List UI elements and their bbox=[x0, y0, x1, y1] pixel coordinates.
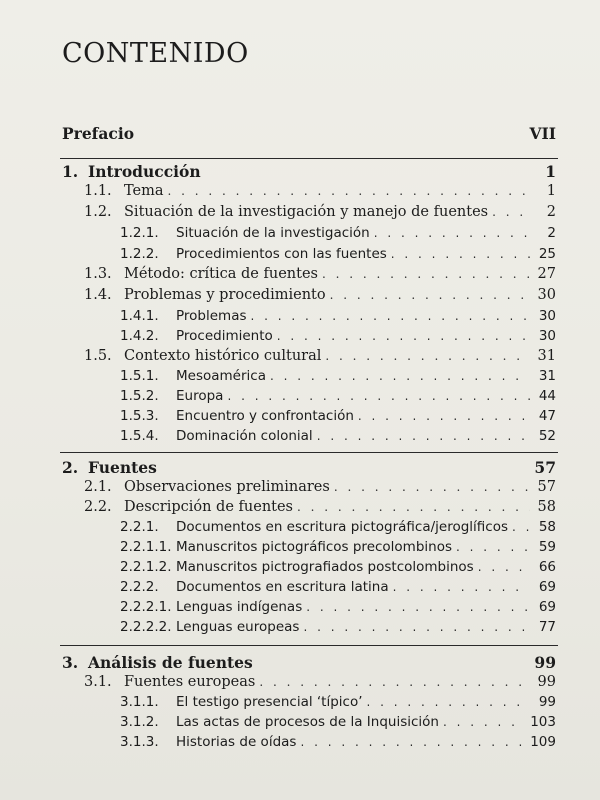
toc-num: 2.2.2.1. bbox=[120, 599, 172, 615]
toc-num: 1.5. bbox=[84, 348, 112, 364]
toc-entry[interactable] bbox=[120, 328, 556, 344]
leader-dots bbox=[367, 695, 530, 709]
toc-entry[interactable] bbox=[120, 734, 556, 750]
toc-label: Manuscritos pictrografiados postcolombinos bbox=[176, 559, 474, 575]
toc-page: 31 bbox=[538, 368, 556, 384]
leader-dots bbox=[300, 735, 526, 749]
toc-num: 2.2.1.2. bbox=[120, 559, 172, 575]
toc-entry[interactable] bbox=[120, 559, 556, 575]
leader-dots bbox=[168, 184, 530, 198]
toc-label: Situación de la investigación bbox=[176, 225, 370, 241]
leader-dots bbox=[443, 715, 526, 729]
divider bbox=[60, 158, 558, 159]
toc-label: El testigo presencial ‘típico’ bbox=[176, 694, 363, 710]
toc-page: 52 bbox=[538, 428, 556, 444]
toc-entry[interactable] bbox=[84, 674, 556, 690]
toc-chapter[interactable] bbox=[62, 458, 556, 477]
toc-num: 1.3. bbox=[84, 266, 112, 282]
leader-dots bbox=[325, 349, 530, 363]
toc-page: 69 bbox=[538, 599, 556, 615]
leader-dots bbox=[334, 480, 530, 494]
toc-chapter[interactable] bbox=[62, 162, 556, 181]
toc-page: 2 bbox=[547, 225, 556, 241]
toc-label: Documentos en escritura latina bbox=[176, 579, 389, 595]
toc-label: Historias de oídas bbox=[176, 734, 297, 750]
leader-dots bbox=[393, 580, 530, 594]
toc-num: 3.1.1. bbox=[120, 694, 159, 710]
toc-page: 69 bbox=[538, 579, 556, 595]
toc-num: 1.2.2. bbox=[120, 246, 159, 262]
toc-entry[interactable] bbox=[120, 694, 556, 710]
toc-page: 30 bbox=[538, 308, 556, 324]
leader-dots bbox=[512, 520, 530, 534]
toc-num: 3. bbox=[62, 653, 79, 672]
toc-page: 44 bbox=[538, 388, 556, 404]
divider bbox=[60, 645, 558, 646]
toc-num: 2.2.2. bbox=[120, 579, 159, 595]
toc-num: 1.2.1. bbox=[120, 225, 159, 241]
toc-num: 1.1. bbox=[84, 183, 112, 199]
leader-dots bbox=[492, 205, 530, 219]
toc-num: 1.2. bbox=[84, 204, 112, 220]
toc-entry[interactable] bbox=[84, 479, 556, 495]
leader-dots bbox=[358, 409, 530, 423]
toc-num: 1.5.4. bbox=[120, 428, 159, 444]
leader-dots bbox=[478, 560, 530, 574]
leader-dots bbox=[303, 620, 530, 634]
toc-chapter[interactable] bbox=[62, 653, 556, 672]
toc-page: 2 bbox=[546, 204, 556, 220]
toc-num: 3.1.2. bbox=[120, 714, 159, 730]
toc-page: 66 bbox=[538, 559, 556, 575]
toc-page: 1 bbox=[545, 162, 556, 181]
toc-label: Lenguas indígenas bbox=[176, 599, 303, 615]
toc-label: Fuentes bbox=[88, 458, 157, 477]
leader-dots bbox=[374, 226, 530, 240]
toc-entry[interactable] bbox=[120, 579, 556, 595]
toc-entry[interactable] bbox=[120, 225, 556, 241]
leader-dots bbox=[317, 429, 530, 443]
toc-entry[interactable] bbox=[120, 368, 556, 384]
toc-num: 1.4.2. bbox=[120, 328, 159, 344]
toc-num: 2.1. bbox=[84, 479, 112, 495]
leader-dots bbox=[297, 500, 530, 514]
toc-label: Tema bbox=[124, 183, 164, 199]
toc-entry[interactable] bbox=[84, 266, 556, 282]
toc-num: 1.5.1. bbox=[120, 368, 159, 384]
toc-page: 99 bbox=[534, 653, 556, 672]
toc-num: 2.2. bbox=[84, 499, 112, 515]
toc-page: VII bbox=[529, 124, 556, 143]
toc-label: Dominación colonial bbox=[176, 428, 313, 444]
toc-num: 2.2.1.1. bbox=[120, 539, 172, 555]
toc-num: 2. bbox=[62, 458, 79, 477]
toc-label: Procedimientos con las fuentes bbox=[176, 246, 387, 262]
toc-page: 59 bbox=[538, 539, 556, 555]
toc-page: 25 bbox=[538, 246, 556, 262]
toc-page: 103 bbox=[530, 714, 556, 730]
divider bbox=[60, 452, 558, 453]
toc-num: 1.4. bbox=[84, 287, 112, 303]
toc-num: 2.2.1. bbox=[120, 519, 159, 535]
toc-entry[interactable] bbox=[120, 539, 556, 555]
toc-entry[interactable] bbox=[120, 428, 556, 444]
toc-entry[interactable] bbox=[120, 714, 556, 730]
toc-num: 1.5.3. bbox=[120, 408, 159, 424]
leader-dots bbox=[322, 267, 530, 281]
toc-page: 57 bbox=[534, 458, 556, 477]
toc-num: 3.1. bbox=[84, 674, 112, 690]
toc-num: 1.5.2. bbox=[120, 388, 159, 404]
toc-label: Las actas de procesos de la Inquisición bbox=[176, 714, 439, 730]
toc-preface[interactable] bbox=[62, 124, 556, 143]
toc-num: 3.1.3. bbox=[120, 734, 159, 750]
leader-dots bbox=[251, 309, 531, 323]
toc-num: 1. bbox=[62, 162, 79, 181]
toc-page: 47 bbox=[538, 408, 556, 424]
toc-num: 2.2.2.2. bbox=[120, 619, 172, 635]
leader-dots bbox=[306, 600, 530, 614]
toc-entry[interactable] bbox=[120, 619, 556, 635]
toc-label: Lenguas europeas bbox=[176, 619, 300, 635]
page-title: CONTENIDO bbox=[62, 38, 249, 69]
toc-label: Fuentes europeas bbox=[124, 674, 256, 690]
toc-label: Problemas bbox=[176, 308, 247, 324]
toc-entry[interactable] bbox=[84, 348, 556, 364]
leader-dots bbox=[456, 540, 530, 554]
leader-dots bbox=[277, 329, 530, 343]
toc-page: 99 bbox=[538, 694, 556, 710]
toc-entry[interactable] bbox=[84, 204, 556, 220]
leader-dots bbox=[270, 369, 530, 383]
toc-label: Descripción de fuentes bbox=[124, 499, 294, 515]
toc-entry[interactable] bbox=[120, 388, 556, 404]
toc-label: Situación de la investigación y manejo de fuentes bbox=[124, 204, 489, 220]
toc-entry[interactable] bbox=[120, 408, 556, 424]
toc-page: 30 bbox=[538, 328, 556, 344]
leader-dots bbox=[227, 389, 530, 403]
toc-entry[interactable] bbox=[84, 499, 556, 515]
toc-page: 1 bbox=[546, 183, 556, 199]
toc-entry[interactable] bbox=[120, 308, 556, 324]
toc-entry[interactable] bbox=[120, 599, 556, 615]
toc-page: 27 bbox=[537, 266, 556, 282]
toc-entry[interactable] bbox=[84, 183, 556, 199]
toc-label: Método: crítica de fuentes bbox=[124, 266, 318, 282]
toc-page: 109 bbox=[530, 734, 556, 750]
toc-page: 77 bbox=[538, 619, 556, 635]
toc-label: Problemas y procedimiento bbox=[124, 287, 326, 303]
toc-page: 31 bbox=[537, 348, 556, 364]
toc-label: Contexto histórico cultural bbox=[124, 348, 322, 364]
toc-page: 58 bbox=[538, 519, 556, 535]
toc-label: Encuentro y confrontación bbox=[176, 408, 354, 424]
toc-label: Introducción bbox=[88, 162, 201, 181]
toc-label: Prefacio bbox=[62, 124, 135, 143]
toc-label: Documentos en escritura pictográfica/jeroglíficos bbox=[176, 519, 508, 535]
toc-entry[interactable] bbox=[120, 519, 556, 535]
toc-label: Mesoamérica bbox=[176, 368, 266, 384]
toc-label: Europa bbox=[176, 388, 224, 404]
toc-page: 99 bbox=[537, 674, 556, 690]
toc-label: Observaciones preliminares bbox=[124, 479, 330, 495]
toc-entry[interactable] bbox=[84, 287, 556, 303]
toc-label: Procedimiento bbox=[176, 328, 273, 344]
toc-page: 57 bbox=[537, 479, 556, 495]
toc-page: 58 bbox=[537, 499, 556, 515]
toc-page: 30 bbox=[537, 287, 556, 303]
leader-dots bbox=[330, 288, 530, 302]
toc-entry[interactable] bbox=[120, 246, 556, 262]
toc-num: 1.4.1. bbox=[120, 308, 159, 324]
leader-dots bbox=[391, 247, 530, 261]
toc-label: Análisis de fuentes bbox=[88, 653, 253, 672]
toc-label: Manuscritos pictográficos precolombinos bbox=[176, 539, 453, 555]
leader-dots bbox=[259, 675, 530, 689]
